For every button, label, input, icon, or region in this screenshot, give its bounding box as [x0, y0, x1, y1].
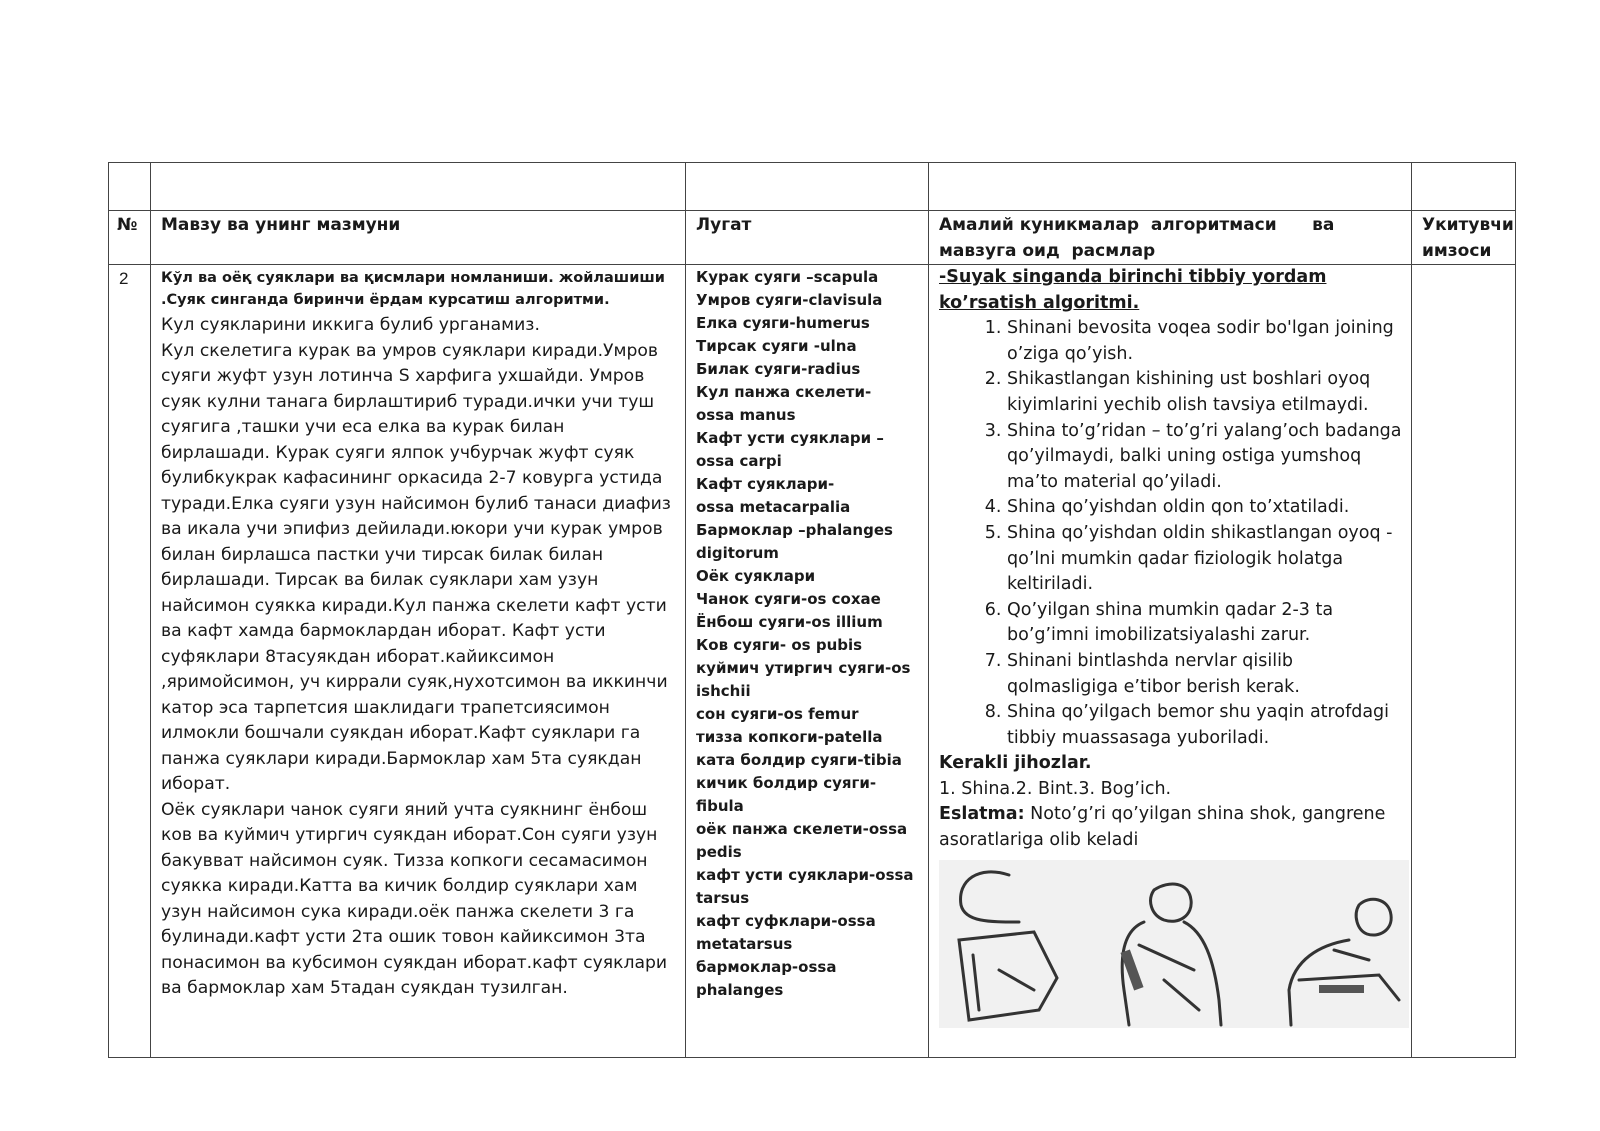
- vocabulary-item: ossa manus: [696, 406, 796, 424]
- vocabulary-item: metatarsus: [696, 935, 793, 953]
- algorithm-step: 4. Shina qo’yishdan oldin qon to’xtatiladi.: [1007, 495, 1403, 521]
- topic-paragraph: Кул скелетига курак ва умров суяклари киради.Умров суяги жуфт узун лотинча S харфига ухшайди. Умров суяк кулни танага бирлаштириб туради.ички учи туш суягига ,ташки учи еса елка ва курак билан бирлашади. Курак суяги ялпок учбурчак жуфт суяк булибкукрак кафасининг оркасида 2-7 ковурга устида туради.Елка суяги узун найсимон булиб танаси диафиз ва икала учи эпифиз дейилади.юкори учи курак умров билан бирлашса пастки учи тирсак билак билан бирлашади. Тирсак ва билак суяклари хам узун найсимон суякка киради.Кул панжа скелети кафт усти ва кафт хамда бармоклардан иборат. Кафт усти суфяклари 8тасуякдан иборат.кайиксимон ,яримойсимон, уч киррали суяк,нухотсимон ва иккинчи катор эса тарпетсия шаклидаги трапетсиясимон илмокли бошчали суякдан иборат.Кафт суяклари га панжа суяклари киради.Бармоклар хам 5та суякдан иборат.: [161, 340, 671, 794]
- splint-illustration: [939, 860, 1409, 1028]
- vocabulary-item: ishchii: [696, 682, 751, 700]
- algorithm-title: -Suyak singanda birinchi tibbiy yordam ko’rsatish algoritmi.: [939, 267, 1327, 313]
- topic-paragraph: Оёк суяклари чанок суяги яний учта суякнинг ёнбош ков ва куймич утиргич суякдан иборат.Сон суяги узун бакувват найсимон суяк. Тизза копкоги сесамасимон суякка киради.Катта ва кичик болдир суяклари хам узун найсимон сука киради.оёк панжа скелети 3 га булинади.кафт усти 2та ошик товон кайиксимон 3та понасимон ва кубсимон суякдан иборат.кафт суяклари ва бармоклар хам 5тадан суякдан тузилган.: [161, 799, 668, 998]
- vocabulary-list: [686, 265, 928, 1002]
- vocabulary-item: ossa metacarpalia: [696, 498, 851, 516]
- vocabulary-item: Чанок суяги-os coxae: [696, 590, 881, 608]
- vocabulary-item: кафт суфклари-ossa: [696, 912, 876, 930]
- vocabulary-item: Ёнбош суяги-os illium: [696, 613, 883, 631]
- vocabulary-item: бармоклар-ossa phalanges: [696, 958, 837, 999]
- vocabulary-item: Кафт суяклари-: [696, 475, 835, 493]
- algorithm-step: 8. Shina qo’yilgach bemor shu yaqin atrofdagi tibbiy muassasaga yuboriladi.: [1007, 700, 1403, 751]
- table-blank-row: [109, 163, 1516, 211]
- vocabulary-item: Умров суяги-clavisula: [696, 291, 883, 309]
- vocabulary-item: Елка суяги-humerus: [696, 314, 870, 332]
- vocabulary-item: ossa carpi: [696, 452, 782, 470]
- vocabulary-item: Бармоклар –phalanges: [696, 521, 893, 539]
- header-vocabulary: Лугат: [696, 215, 752, 235]
- equipment-text: 1. Shina.2. Bint.3. Bog’ich.: [939, 778, 1172, 799]
- row-number: 2: [119, 269, 129, 288]
- vocabulary-item: кичик болдир суяги-fibula: [696, 774, 877, 815]
- splint-illustration-drawing: [939, 860, 1409, 1028]
- topic-title: Кўл ва оёқ суяклари ва қисмлари номланиши. жойлашиши .Суяк синганда биринчи ёрдам курсатиш алгоритми.: [161, 270, 665, 308]
- algorithm-section: [929, 265, 1411, 1028]
- note-label: Eslatma:: [939, 804, 1025, 825]
- table-row: [109, 265, 1516, 1058]
- header-algorithm: Амалий куникмалар алгоритмаси ва мавзуга оид расмлар: [939, 215, 1341, 261]
- vocabulary-item: Билак суяги-radius: [696, 360, 861, 378]
- topic-content: [151, 311, 685, 1002]
- vocabulary-item: Ков суяги- os pubis: [696, 636, 863, 654]
- note-text: Noto’g’ri qo’yilgan shina shok, gangrene asoratlariga olib keladi: [939, 804, 1386, 851]
- header-topic: Мавзу ва унинг мазмуни: [161, 215, 401, 235]
- topic-paragraph: Кул суякларини иккига булиб урганамиз.: [161, 315, 540, 335]
- vocabulary-item: куймич утиргич суяги-os: [696, 659, 911, 677]
- vocabulary-item: тизза копкоги-patella: [696, 728, 883, 746]
- vocabulary-item: оёк панжа скелети-ossa: [696, 820, 908, 838]
- algorithm-step: 7. Shinani bintlashda nervlar qisilib qolmasligiga e’tibor berish kerak.: [1007, 649, 1403, 700]
- vocabulary-item: Оёк суяклари: [696, 567, 816, 585]
- vocabulary-item: ката болдир суяги-tibia: [696, 751, 902, 769]
- table-header-row: [109, 211, 1516, 265]
- algorithm-step: 2. Shikastlangan kishining ust boshlari oyoq kiyimlarini yechib olish tavsiya etilmaydi.: [1007, 367, 1403, 418]
- vocabulary-item: кафт усти суяклари-ossa: [696, 866, 914, 884]
- algorithm-steps: [939, 316, 1403, 751]
- lesson-table: [108, 162, 1516, 1058]
- vocabulary-item: tarsus: [696, 889, 750, 907]
- header-number: №: [117, 215, 138, 235]
- algorithm-step: 1. Shinani bevosita voqea sodir bo'lgan joining o’ziga qo’yish.: [1007, 316, 1403, 367]
- algorithm-step: 6. Qo’yilgan shina mumkin qadar 2-3 ta bo’g’imni imobilizatsiyalashi zarur.: [1007, 598, 1403, 649]
- algorithm-step: 5. Shina qo’yishdan oldin shikastlangan oyoq -qo’lni mumkin qadar fiziologik holatga keltiriladi.: [1007, 521, 1403, 598]
- vocabulary-item: Курак суяги –scapula: [696, 268, 879, 286]
- equipment-label: Kerakli jihozlar.: [939, 753, 1092, 774]
- vocabulary-item: сон суяги-os femur: [696, 705, 859, 723]
- vocabulary-item: digitorum: [696, 544, 779, 562]
- vocabulary-item: pedis: [696, 843, 742, 861]
- vocabulary-item: Тирсак суяги -ulna: [696, 337, 857, 355]
- vocabulary-item: Кул панжа скелети-: [696, 383, 872, 401]
- header-teacher-signature: Укитувчи имзоси: [1422, 215, 1514, 261]
- algorithm-step: 3. Shina to’g’ridan – to’g’ri yalang’och badanga qo’yilmaydi, balki uning ostiga yumshoq ma’to material qo’yiladi.: [1007, 419, 1403, 496]
- note: [939, 802, 1403, 853]
- vocabulary-item: Кафт усти суяклари –: [696, 429, 884, 447]
